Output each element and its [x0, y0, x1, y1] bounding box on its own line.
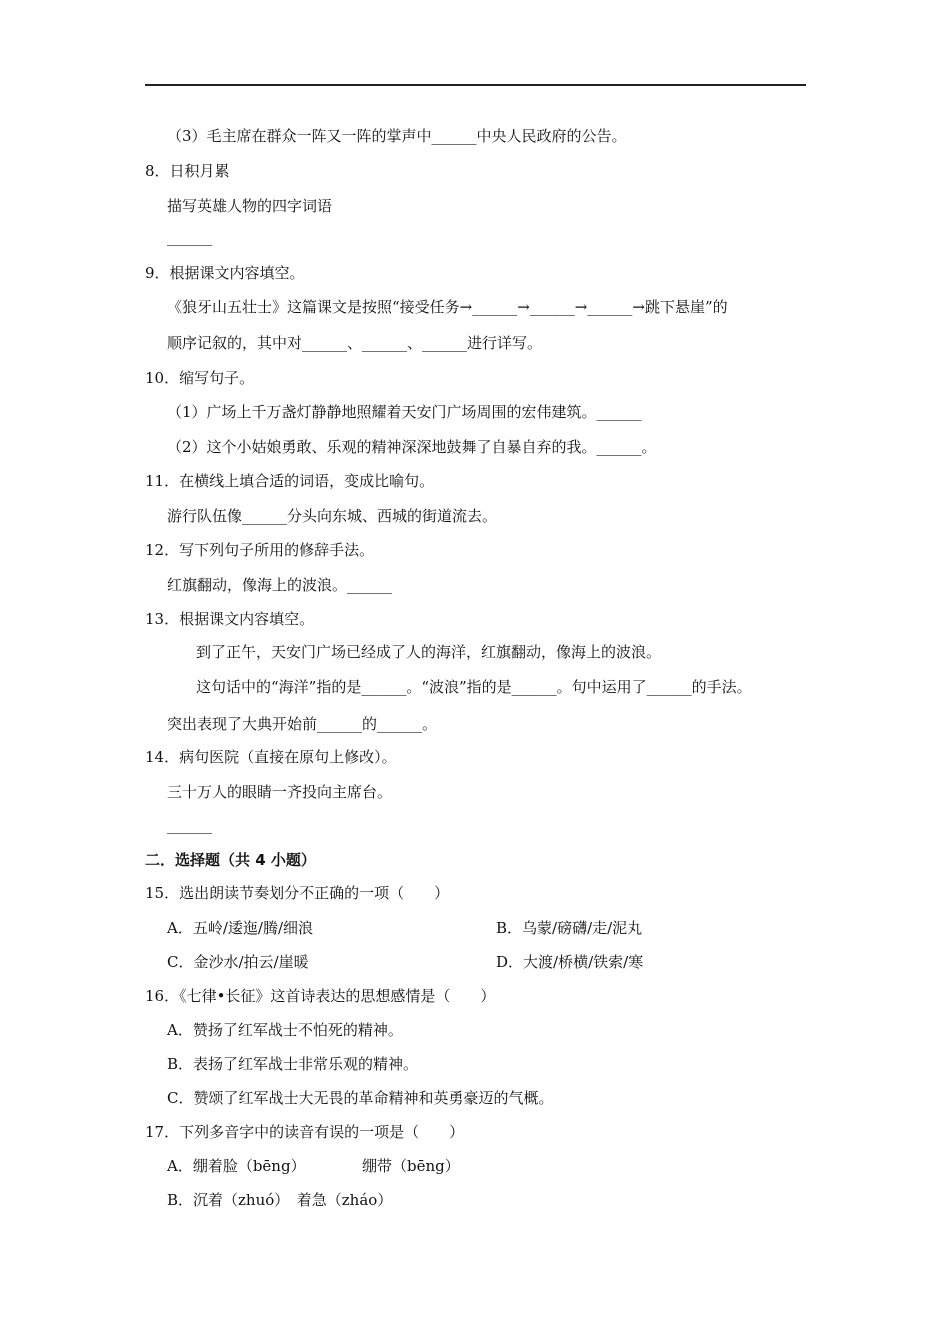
q13-title: 13．根据课文内容填空。 [145, 610, 315, 628]
q8-prompt: 描写英雄人物的四字词语 [167, 197, 333, 215]
q17-option-b: B．沉着（zhuó） 着急（zháo） [167, 1191, 393, 1209]
q9-line2: 顺序记叙的，其中对______、______、______进行详写。 [167, 334, 543, 352]
q8-title: 8．日积月累 [145, 162, 230, 180]
q11-sentence: 游行队伍像______分头向东城、西城的街道流去。 [167, 507, 498, 525]
q15-title: 15．选出朗读节奏划分不正确的一项（ ） [145, 884, 450, 902]
q15-option-d: D．大渡/桥横/铁索/寒 [496, 953, 644, 971]
header-rule [145, 84, 806, 86]
q14-answer-blank: ______ [167, 816, 212, 834]
q13-line3: 突出表现了大典开始前______的______。 [167, 715, 438, 733]
section-heading: 二．选择题（共 4 小题） [145, 851, 316, 869]
q15-option-a: A．五岭/逶迤/腾/细浪 [167, 919, 313, 937]
q8-answer-blank: ______ [167, 228, 212, 246]
q16-option-a: A．赞扬了红军战士不怕死的精神。 [167, 1021, 403, 1039]
q15-option-c: C．金沙水/拍云/崖暖 [167, 953, 309, 971]
q12-sentence: 红旗翻动，像海上的波浪。______ [167, 576, 393, 594]
q10-title: 10．缩写句子。 [145, 369, 255, 387]
q9-line1: 《狼牙山五壮士》这篇课文是按照“接受任务→______→______→______→跳下悬崖”的 [167, 298, 728, 316]
q13-quote: 到了正午，天安门广场已经成了人的海洋，红旗翻动，像海上的波浪。 [196, 643, 662, 661]
q16-option-b: B．表扬了红军战士非常乐观的精神。 [167, 1055, 419, 1073]
q12-title: 12．写下列句子所用的修辞手法。 [145, 541, 375, 559]
q17-option-a-part2: 绷带（bēng） [362, 1157, 460, 1175]
q11-title: 11．在横线上填合适的词语，变成比喻句。 [145, 472, 435, 490]
q16-option-c: C．赞颂了红军战士大无畏的革命精神和英勇豪迈的气概。 [167, 1089, 554, 1107]
q9-title: 9．根据课文内容填空。 [145, 264, 305, 282]
q16-title: 16．《七律•长征》这首诗表达的思想感情是（ ） [145, 987, 496, 1005]
q10-item1: （1）广场上千万盏灯静静地照耀着天安门广场周围的宏伟建筑。______ [167, 403, 642, 421]
q7-item3: （3）毛主席在群众一阵又一阵的掌声中______中央人民政府的公告。 [167, 127, 627, 145]
q14-title: 14．病句医院（直接在原句上修改）。 [145, 748, 397, 766]
q14-sentence: 三十万人的眼睛一齐投向主席台。 [167, 783, 393, 801]
q15-option-b: B．乌蒙/磅礴/走/泥丸 [496, 919, 643, 937]
q17-option-a-part1: A．绷着脸（bēng） [167, 1157, 306, 1175]
q17-title: 17．下列多音字中的读音有误的一项是（ ） [145, 1123, 465, 1141]
q10-item2: （2）这个小姑娘勇敢、乐观的精神深深地鼓舞了自暴自弃的我。______。 [167, 438, 657, 456]
q13-line2: 这句话中的“海洋”指的是______。“波浪”指的是______。句中运用了______的手法。 [196, 678, 752, 696]
